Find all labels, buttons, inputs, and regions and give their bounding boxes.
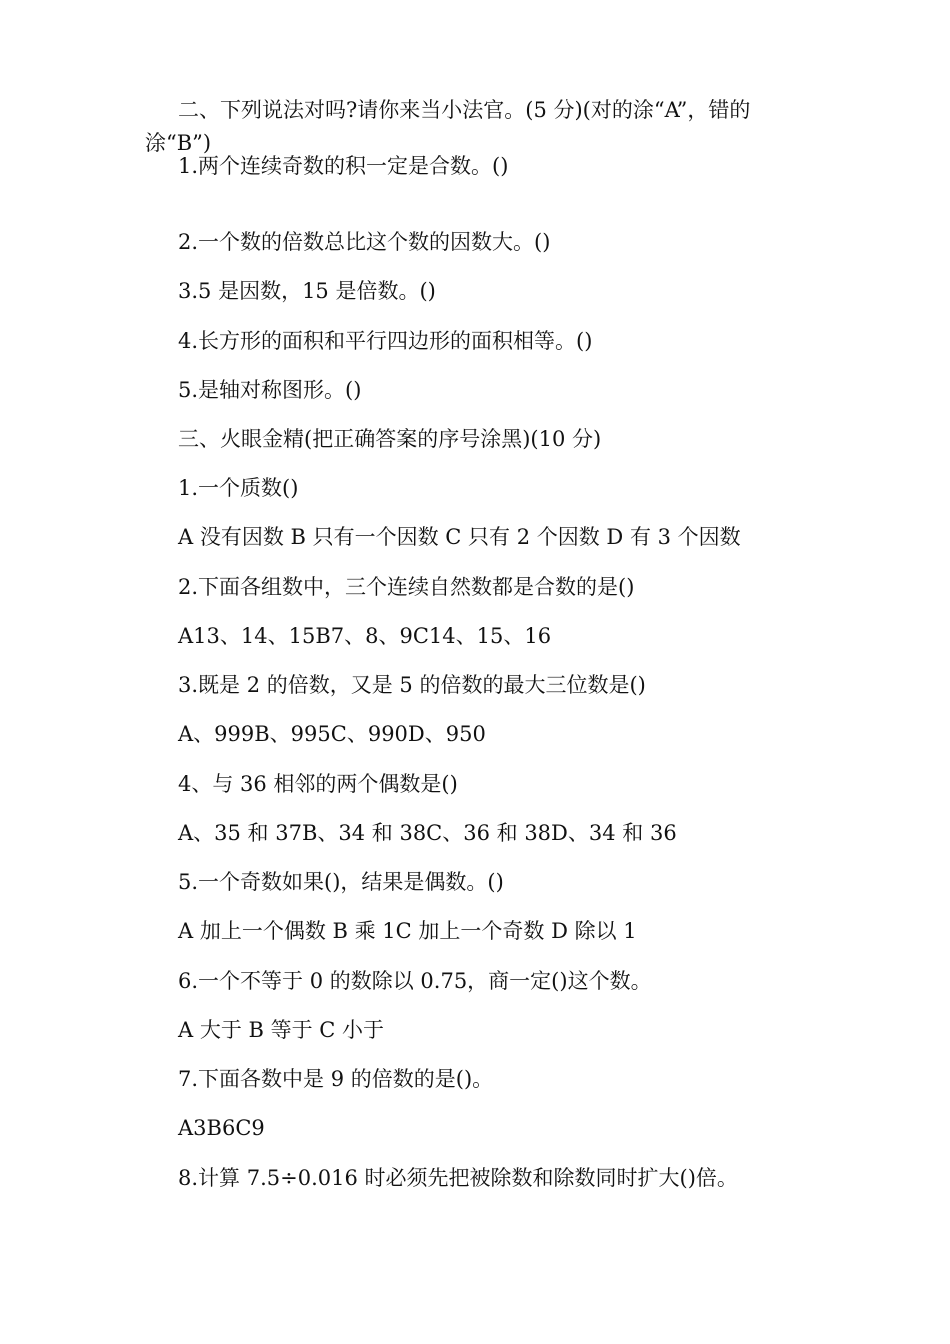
question-7: 7.下面各数中是 9 的倍数的是()。 <box>178 1067 494 1091</box>
question-5-options: A 加上一个偶数 B 乘 1C 加上一个奇数 D 除以 1 <box>178 919 637 943</box>
question-6: 6.一个不等于 0 的数除以 0.75，商一定()这个数。 <box>178 969 652 993</box>
section-2-item-4: 4.长方形的面积和平行四边形的面积相等。() <box>178 329 593 353</box>
question-4: 4、与 36 相邻的两个偶数是() <box>178 772 458 796</box>
question-1: 1.一个质数() <box>178 476 299 500</box>
question-4-options: A、35 和 37B、34 和 38C、36 和 38D、34 和 36 <box>178 821 677 845</box>
section-2-item-5: 5.是轴对称图形。() <box>178 378 362 402</box>
question-5: 5.一个奇数如果()，结果是偶数。() <box>178 870 504 894</box>
section-2-item-1: 1.两个连续奇数的积一定是合数。() <box>178 154 509 178</box>
question-8: 8.计算 7.5÷0.016 时必须先把被除数和除数同时扩大()倍。 <box>178 1166 738 1190</box>
question-1-options: A 没有因数 B 只有一个因数 C 只有 2 个因数 D 有 3 个因数 <box>178 525 741 549</box>
question-7-options: A3B6C9 <box>178 1116 265 1140</box>
section-3-heading: 三、火眼金精(把正确答案的序号涂黑)(10 分) <box>178 427 602 451</box>
question-2: 2.下面各组数中，三个连续自然数都是合数的是() <box>178 575 635 599</box>
section-2-item-2: 2.一个数的倍数总比这个数的因数大。() <box>178 230 551 254</box>
question-2-options: A13、14、15B7、8、9C14、15、16 <box>178 624 552 648</box>
section-2-heading: 二、下列说法对吗?请你来当小法官。(5 分)(对的涂“A”，错的涂“B”) <box>145 98 751 155</box>
question-6-options: A 大于 B 等于 C 小于 <box>178 1018 385 1042</box>
question-3: 3.既是 2 的倍数，又是 5 的倍数的最大三位数是() <box>178 673 646 697</box>
section-2-item-3: 3.5 是因数，15 是倍数。() <box>178 279 436 303</box>
question-3-options: A、999B、995C、990D、950 <box>178 722 486 746</box>
